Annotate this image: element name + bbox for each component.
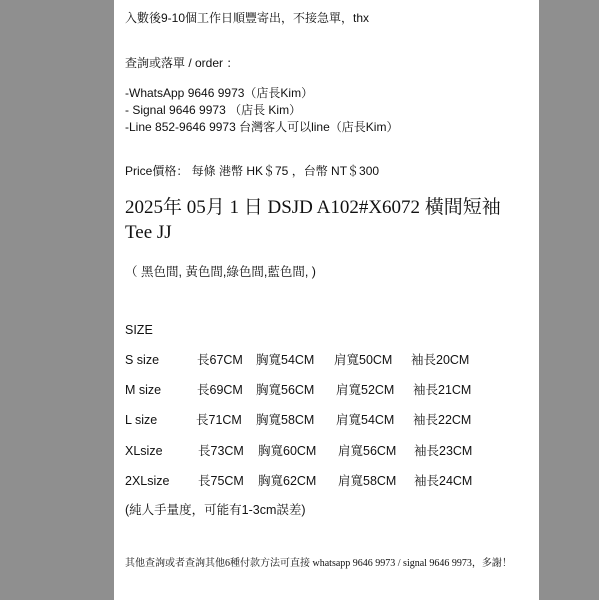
chest-value: 胸寬60CM — [258, 444, 317, 458]
length-value: 長75CM — [198, 474, 244, 488]
chest-value: 胸寬62CM — [258, 474, 317, 488]
chest-value: 胸寬56CM — [256, 383, 315, 397]
shoulder-value: 肩寬52CM — [336, 383, 395, 397]
product-title-line1: 2025年 05月 1 日 DSJD A102#X6072 橫間短袖 — [125, 197, 501, 218]
footer-contact-note: 其他查詢或者查詢其他6種付款方法可直接 whatsapp 9646 9973 / signal 9646 9973，多謝！ — [125, 558, 512, 569]
size-row-s — [125, 352, 535, 368]
chest-value: 胸寬54CM — [256, 353, 315, 367]
sleeve-value: 袖長23CM — [414, 444, 473, 458]
shoulder-value: 肩寬58CM — [338, 474, 397, 488]
price-text: Price價格： 每條 港幣 HK＄75 ，台幣 NT＄300 — [125, 164, 380, 178]
size-row-xl — [125, 443, 535, 459]
sleeve-value: 袖長21CM — [413, 383, 472, 397]
size-row-l — [125, 412, 535, 428]
size-row-m — [125, 382, 535, 398]
size-label: M size — [125, 383, 162, 397]
shoulder-value: 肩寬56CM — [338, 444, 397, 458]
contact-signal: - Signal 9646 9973 （店長 Kim） — [125, 103, 302, 117]
length-value: 長69CM — [197, 383, 243, 397]
measurement-note: (純人手量度，可能有1-3cm誤差) — [125, 503, 306, 517]
size-label: 2XLsize — [125, 474, 170, 488]
chest-value: 胸寬58CM — [256, 413, 315, 427]
sleeve-value: 袖長24CM — [414, 474, 473, 488]
shoulder-value: 肩寬54CM — [336, 413, 395, 427]
size-label: L size — [125, 413, 158, 427]
size-heading: SIZE — [125, 323, 153, 337]
contact-whatsapp: -WhatsApp 9646 9973（店長Kim） — [125, 86, 314, 100]
length-value: 長71CM — [196, 413, 242, 427]
sleeve-value: 袖長20CM — [411, 353, 470, 367]
color-options: （ 黑色間, 黃色間,綠色間,藍色間, ) — [125, 265, 316, 279]
size-label: S size — [125, 353, 160, 367]
sleeve-value: 袖長22CM — [413, 413, 472, 427]
contact-line: -Line 852-9646 9973 台灣客人可以line（店長Kim） — [125, 120, 399, 134]
length-value: 長67CM — [197, 353, 243, 367]
length-value: 長73CM — [198, 444, 244, 458]
shipping-note: 入數後9-10個工作日順豐寄出，不接急單，thx — [125, 11, 370, 25]
size-row-2xl — [125, 473, 535, 489]
document-page — [114, 0, 539, 600]
size-label: XLsize — [125, 444, 163, 458]
product-title-line2: Tee JJ — [125, 222, 172, 243]
shoulder-value: 肩寬50CM — [334, 353, 393, 367]
order-heading: 查詢或落單 / order ： — [125, 56, 239, 70]
